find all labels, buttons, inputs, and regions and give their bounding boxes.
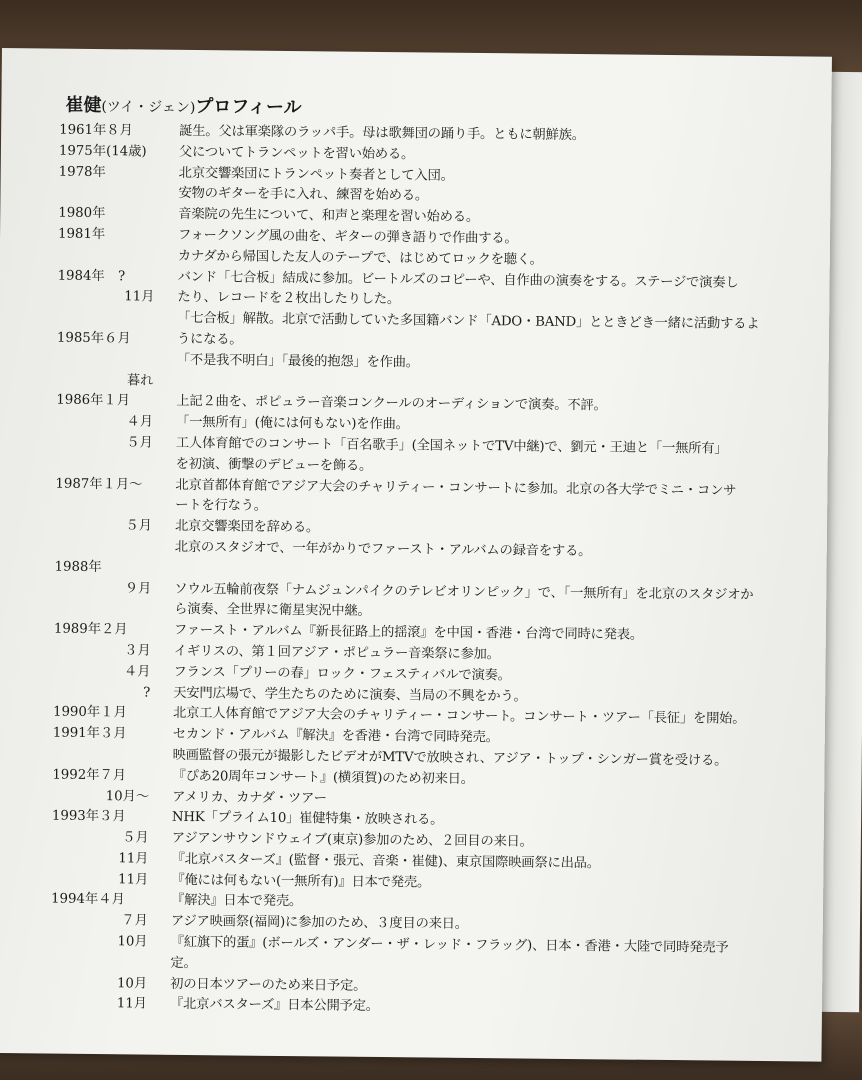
timeline-date: 1980年 bbox=[58, 205, 106, 222]
timeline-date: ４月 bbox=[126, 414, 154, 430]
timeline-text: 『ぴあ20周年コンサート』(横須賀)のため初来日。 bbox=[172, 768, 474, 787]
timeline-text: 『北京バスターズ』(監督・張元、音楽・崔健)、東京国際映画祭に出品。 bbox=[171, 851, 600, 872]
timeline-text: 誕生。父は軍楽隊のラッパ手。母は歌舞団の踊り手。ともに朝鮮族。 bbox=[179, 123, 585, 144]
timeline-date bbox=[56, 453, 176, 454]
title-suffix: プロフィール bbox=[195, 96, 302, 119]
timeline-text: カナダから帰国した友人のテープで、はじめてロックを聴く。 bbox=[177, 248, 543, 268]
timeline-text: NHK「プライム10」崔健特集・放映される。 bbox=[171, 810, 444, 828]
timeline-date: 11月 bbox=[118, 871, 149, 888]
timeline-text: 北京首都体育館でアジア大会のチャリティー・コンサートに参加。北京の各大学でミニ・コンサ bbox=[175, 477, 737, 499]
timeline-text: ートを行なう。 bbox=[175, 498, 267, 515]
timeline-date: 1984年 ? bbox=[57, 268, 126, 284]
timeline-date: 1985年６月 bbox=[56, 330, 131, 347]
timeline-text: うになる。 bbox=[176, 331, 243, 348]
timeline-date: 1991年３月 bbox=[52, 725, 127, 742]
timeline-date: 1990年１月 bbox=[52, 704, 127, 721]
timeline-text: フォークソング風の曲を、ギターの弾き語りで作曲する。 bbox=[177, 227, 518, 247]
timeline-text: セカンド・アルバム『解決』を香港・台湾で同時発売。 bbox=[172, 726, 499, 746]
timeline-text: たり、レコードを２枚出したりした。 bbox=[177, 290, 401, 308]
timeline-text: 北京工人体育館でアジア大会のチャリティー・コンサート。コンサート・ツアー「長征」を開始。 bbox=[172, 706, 746, 728]
timeline-date: ５月 bbox=[122, 830, 149, 846]
timeline-text: 『俺には何もない(一無所有)』日本で発売。 bbox=[171, 872, 431, 891]
timeline-date bbox=[53, 744, 173, 745]
booklet-page bbox=[0, 48, 832, 1062]
title-reading: (ツイ・ジェン) bbox=[101, 99, 196, 117]
timeline-text: バンド「七合板」結成に参加。ビートルズのコピーや、自作曲の演奏をする。ステージで演奏し bbox=[177, 269, 739, 291]
title-name: 崔健 bbox=[65, 94, 102, 117]
timeline-date: ５月 bbox=[125, 518, 153, 534]
timeline-date bbox=[55, 537, 175, 538]
timeline-date: 10月 bbox=[116, 975, 148, 992]
timeline-date: ７月 bbox=[121, 913, 148, 929]
timeline-text: 定。 bbox=[170, 955, 197, 971]
timeline-text: 安物のギターを手に入れ、練習を始める。 bbox=[178, 186, 429, 204]
timeline-date: ５月 bbox=[126, 435, 153, 451]
timeline-text: 『北京バスターズ』日本公開予定。 bbox=[169, 997, 379, 1015]
timeline-text: 上記２曲を、ポピュラー音楽コンクールのオーディションで演奏。不評。 bbox=[176, 394, 607, 414]
timeline-text: ファースト・アルバム『新長征路上的揺滾』を中国・香港・台湾で同時に発表。 bbox=[173, 622, 644, 643]
timeline-text: 北京交響楽団を辞める。 bbox=[174, 518, 320, 536]
timeline-date: 10月 bbox=[117, 934, 148, 950]
timeline-text: 「七合板」解散。北京で活動していた多国籍バンド「ADO・BAND」とときどき一緒に活動するよ bbox=[177, 311, 760, 333]
timeline-date: 11月 bbox=[116, 996, 148, 1013]
timeline-text: アメリカ、カナダ・ツアー bbox=[172, 789, 327, 806]
timeline-text: ら演奏、全世界に衛星実況中継。 bbox=[174, 602, 371, 620]
timeline-text: 北京のスタジオで、一年がかりでファースト・アルバムの録音をする。 bbox=[174, 539, 592, 560]
profile-timeline bbox=[0, 120, 831, 1023]
page-title bbox=[65, 91, 301, 119]
timeline-text: ソウル五輪前夜祭「ナムジュンパイクのテレビオリンピック」で、「一無所有」を北京のスタジオか bbox=[174, 581, 754, 603]
timeline-date: 1986年１月 bbox=[56, 392, 131, 409]
timeline-date bbox=[55, 495, 175, 496]
timeline-date: 10月～ bbox=[105, 788, 150, 805]
timeline-date bbox=[54, 599, 174, 600]
timeline-date bbox=[58, 245, 178, 246]
timeline-text: 映画監督の張元が撮影したビデオがMTVで放映され、アジア・トップ・シンガー賞を受ける。 bbox=[172, 747, 728, 769]
timeline-date: 1992年７月 bbox=[52, 767, 127, 784]
timeline-date: 1987年１月～ bbox=[55, 476, 143, 493]
timeline-text: 初の日本ツアーのため来日予定。 bbox=[170, 976, 367, 994]
timeline-date: 暮れ bbox=[126, 372, 154, 389]
timeline-date: 1975年(14歳) bbox=[58, 143, 147, 160]
timeline-date: 1981年 bbox=[57, 226, 106, 243]
timeline-text: 「不是我不明白」「最後的抱怨」を作曲。 bbox=[176, 352, 420, 371]
timeline-text: 工人体育館でのコンサート「百名歌手」(全国ネットでTV中継)で、劉元・王迪と「一無所有」 bbox=[175, 435, 728, 457]
timeline-date: 1961年８月 bbox=[59, 122, 133, 139]
timeline-date: 11月 bbox=[124, 289, 155, 305]
timeline-date: 1993年３月 bbox=[51, 808, 126, 825]
timeline-date: ? bbox=[143, 685, 151, 701]
timeline-date bbox=[59, 183, 179, 184]
timeline-text: アジア映画祭(福岡)に参加のため、３度目の来日。 bbox=[170, 914, 468, 933]
timeline-date bbox=[57, 308, 177, 309]
timeline-date: 11月 bbox=[118, 851, 149, 867]
timeline-text: 父についてトランペットを習い始める。 bbox=[178, 144, 415, 163]
timeline-date bbox=[57, 349, 177, 350]
timeline-date bbox=[51, 952, 171, 953]
timeline-date: 1989年２月 bbox=[53, 621, 128, 638]
timeline-text: を初演、衝撃のデビューを飾る。 bbox=[175, 456, 373, 474]
timeline-text: イギリスの、第１回アジア・ポピュラー音楽祭に参加。 bbox=[173, 643, 500, 663]
timeline-date: 1978年 bbox=[58, 164, 106, 180]
timeline-text: 天安門広場で、学生たちのために演奏、当局の不興をかう。 bbox=[173, 685, 527, 705]
timeline-date: 1988年 bbox=[54, 559, 102, 575]
timeline-text: 北京交響楽団にトランペット奏者として入団。 bbox=[178, 165, 454, 184]
timeline-text: 音楽院の先生について、和声と楽理を習い始める。 bbox=[178, 207, 480, 226]
timeline-text: 『解決』日本で発売。 bbox=[171, 893, 303, 910]
timeline-date: ３月 bbox=[124, 643, 151, 659]
timeline-text: フランス「プリーの春」ロック・フェスティバルで演奏。 bbox=[173, 664, 511, 684]
timeline-date: 1994年４月 bbox=[51, 892, 125, 908]
timeline-text: 「一無所有」(俺には何もない)を作曲。 bbox=[176, 415, 409, 433]
timeline-date: ９月 bbox=[124, 580, 152, 597]
timeline-date: ４月 bbox=[123, 664, 151, 680]
timeline-text: 『紅旗下的蛋』(ボールズ・アンダー・ザ・レッド・フラッグ)、日本・香港・大陸で同時発売予 bbox=[170, 934, 729, 956]
timeline-text: アジアンサウンドウェイブ(東京)参加のため、２回目の来日。 bbox=[171, 830, 533, 850]
